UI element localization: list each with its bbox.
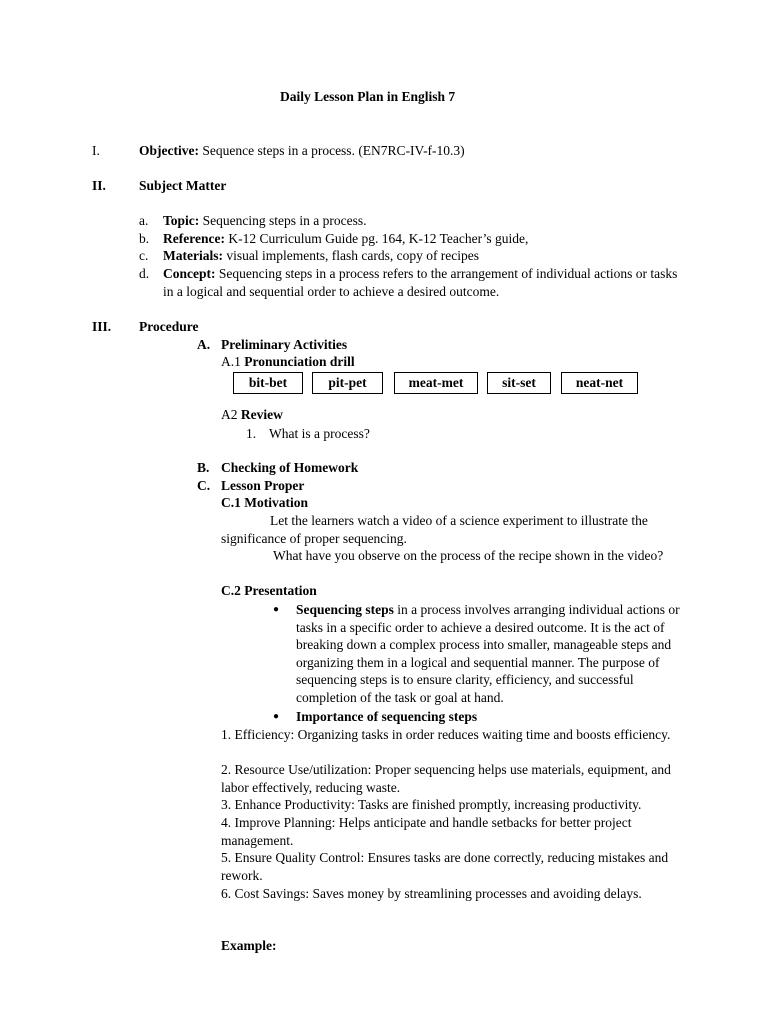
homework-heading: Checking of Homework [221,460,359,475]
objective-label: Objective: [139,143,199,158]
subject-item-concept: Concept: Sequencing steps in a process refers to the arrangement of individual actions or tasks in a logical and sequential order to achieve a desired outcome. [163,266,678,299]
drill-word-box: meat-met [394,372,478,394]
drill-word-box: bit-bet [233,372,303,394]
importance-item: 1. Efficiency: Organizing tasks in order reduces waiting time and boosts efficiency. [221,727,671,742]
procedure-heading: Procedure [139,319,199,334]
review-question: What is a process? [269,426,370,441]
review-question-number: 1. [246,426,257,441]
subject-matter-heading: Subject Matter [139,178,227,193]
objective-number: I. [92,143,100,158]
subject-item-reference: Reference: K-12 Curriculum Guide pg. 164, K-12 Teacher’s guide, [163,231,529,246]
objective-text: Sequence steps in a process. (EN7RC-IV-f-10.3) [202,143,465,158]
subject-matter-number: II. [92,178,106,193]
bullet-icon: ● [273,711,280,722]
subject-item-letter: b. [139,231,150,246]
homework-letter: B. [197,460,210,475]
importance-item: 6. Cost Savings: Saves money by streamlining processes and avoiding delays. [221,886,642,901]
preliminary-letter: A. [197,337,211,352]
drill-word-box: sit-set [487,372,551,394]
importance-item: 5. Ensure Quality Control: Ensures tasks are done correctly, reducing mistakes and rework. [221,850,669,883]
subject-item-letter: a. [139,213,149,228]
page-title: Daily Lesson Plan in English 7 [280,89,456,104]
importance-item: 2. Resource Use/utilization: Proper sequencing helps use materials, equipment, and labor effectively, reducing waste. [221,762,671,795]
presentation-heading: C.2 Presentation [221,583,317,598]
motivation-question: What have you observe on the process of the recipe shown in the video? [273,548,664,563]
bullet-icon: ● [273,604,280,615]
pronunciation-drill-heading: A.1 Pronunciation drill [221,354,355,369]
subject-item-topic: Topic: Sequencing steps in a process. [163,213,367,228]
review-heading: A2 Review [221,407,283,422]
importance-item: 3. Enhance Productivity: Tasks are finished promptly, increasing productivity. [221,797,642,812]
subject-item-materials: Materials: visual implements, flash cards, copy of recipes [163,248,480,263]
lesson-proper-letter: C. [197,478,211,493]
subject-item-letter: d. [139,266,150,281]
importance-heading: Importance of sequencing steps [296,709,478,724]
objective [139,142,465,160]
preliminary-heading: Preliminary Activities [221,337,348,352]
sequencing-steps-definition: Sequencing steps in a process involves arranging individual actions or tasks in a specific order to achieve a desired outcome. It is the act of breaking down a complex process into smaller, manageable steps and organizing them in a logical and sequential manner. The purpose of sequencing steps is to ensure clarity, efficiency, and successful completion of the task or goal at hand. [296,602,680,705]
example-label: Example: [221,938,277,953]
motivation-paragraph: Let the learners watch a video of a science experiment to illustrate the significance of proper sequencing. [221,513,648,546]
importance-item: 4. Improve Planning: Helps anticipate and handle setbacks for better project management. [221,815,632,848]
procedure-number: III. [92,319,112,334]
subject-item-letter: c. [139,248,149,263]
drill-word-box: pit-pet [312,372,383,394]
lesson-proper-heading: Lesson Proper [221,478,305,493]
motivation-heading: C.1 Motivation [221,495,308,510]
drill-word-box: neat-net [561,372,638,394]
